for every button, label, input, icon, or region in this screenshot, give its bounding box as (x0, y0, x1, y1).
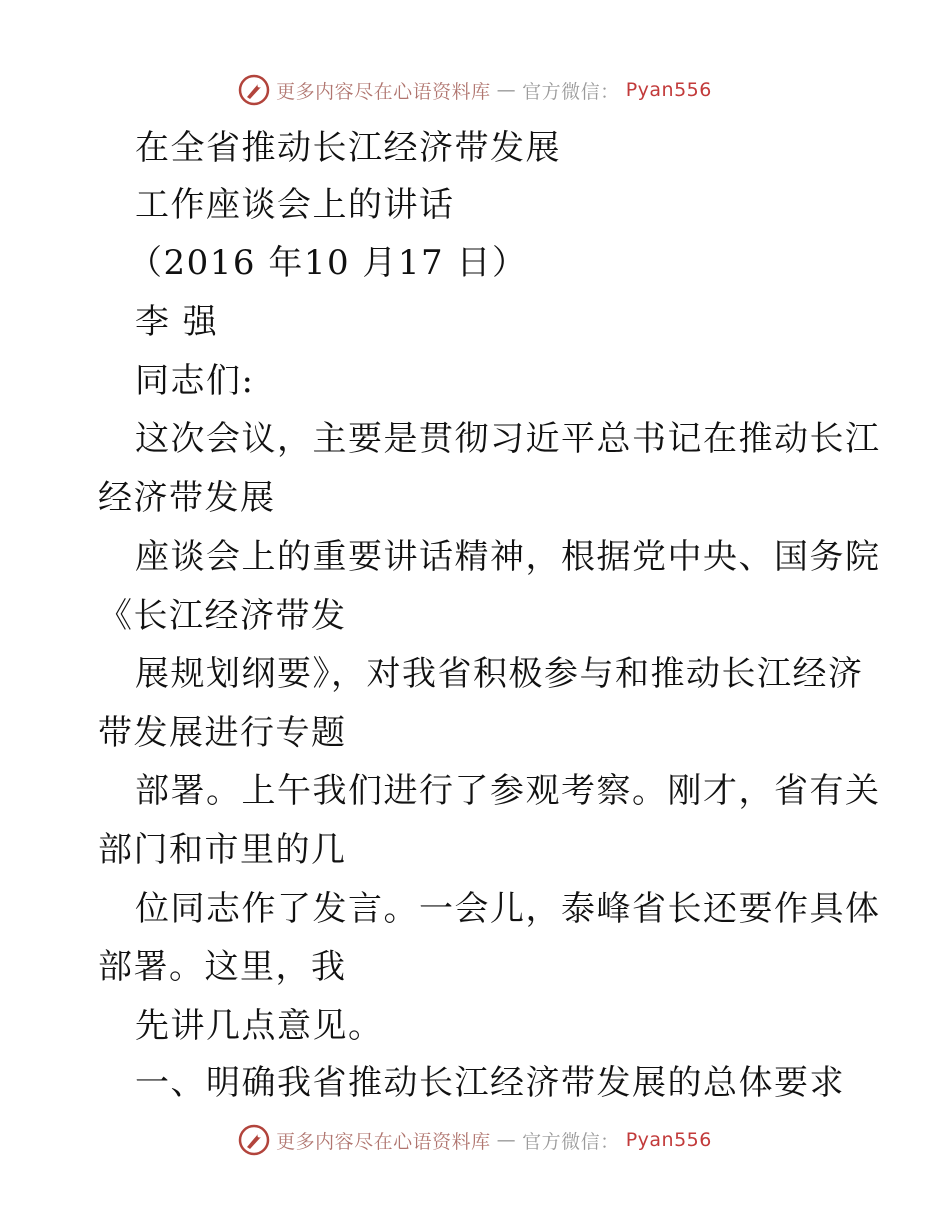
watermark-separator: — (496, 1129, 517, 1151)
section-heading: 一、明确我省推动长江经济带发展的总体要求 (135, 1063, 845, 1103)
document-title-line-1: 在全省推动长江经济带发展 (135, 128, 561, 168)
paragraph-line: 这次会议，主要是贯彻习近平总书记在推动长江 (135, 419, 881, 459)
watermark-wechat-id: Pyan556 (625, 79, 712, 101)
header-watermark (0, 70, 950, 110)
paragraph-line: 部署。上午我们进行了参观考察。刚才，省有关 (135, 771, 881, 811)
pen-nib-logo-icon (238, 1124, 270, 1156)
watermark-brand-text: 更多内容尽在心语资料库 (276, 1130, 491, 1153)
footer-watermark (0, 1120, 950, 1160)
paragraph-line: 先讲几点意见。 (135, 1006, 384, 1046)
pen-nib-logo-icon (238, 74, 270, 106)
document-author: 李 强 (135, 302, 219, 342)
paragraph-line: 展规划纲要》，对我省积极参与和推动长江经济 (135, 654, 864, 694)
document-salutation: 同志们: (135, 361, 255, 401)
watermark-separator: — (496, 79, 517, 101)
watermark-wechat-id: Pyan556 (625, 1129, 712, 1151)
paragraph-line: 经济带发展 (98, 478, 276, 518)
document-date: （2016 年10 月17 日） (128, 243, 528, 283)
watermark-wechat-label: 官方微信： (522, 1130, 620, 1153)
paragraph-line: 部门和市里的几 (98, 830, 347, 870)
paragraph-line: 带发展进行专题 (98, 713, 347, 753)
paragraph-line: 部署。这里，我 (98, 947, 347, 987)
document-title-line-2: 工作座谈会上的讲话 (135, 185, 455, 225)
paragraph-line: 《长江经济带发 (98, 596, 347, 636)
paragraph-line: 位同志作了发言。一会儿，泰峰省长还要作具体 (135, 889, 881, 929)
watermark-brand-text: 更多内容尽在心语资料库 (276, 80, 491, 103)
watermark-wechat-label: 官方微信： (522, 80, 620, 103)
paragraph-line: 座谈会上的重要讲话精神，根据党中央、国务院 (135, 537, 881, 577)
